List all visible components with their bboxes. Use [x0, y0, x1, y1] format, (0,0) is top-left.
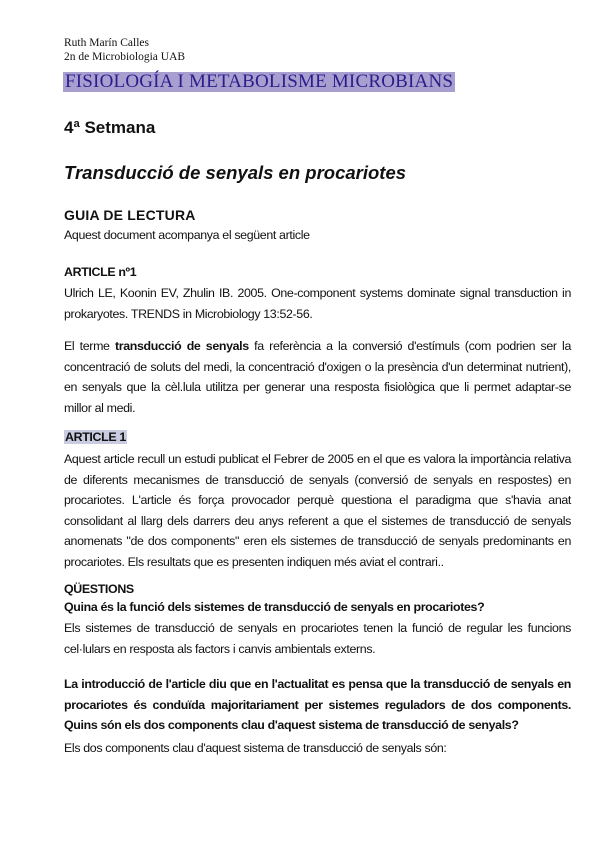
questions-heading: QÜESTIONS	[64, 582, 134, 596]
week-heading: 4ª Setmana	[64, 118, 156, 137]
reading-guide-text: Aquest document acompanya el següent article	[64, 228, 310, 242]
article1-heading: ARTICLE 1	[65, 430, 126, 444]
question-1: Quina és la funció dels sistemes de transducció de senyals en procariotes?	[64, 600, 485, 614]
intro-rest: fa referència a la conversió d'estímuls (com podrien ser la concentració de soluts del medi, la concentració d'oxigen o la presència d'un determinat nutrient), en senyals que la cèl.lula utilitza per generar una resposta fisiològica que li permet adaptar-se millor al medi.	[64, 339, 571, 415]
article1-summary: Aquest article recull un estudi publicat el Febrer de 2005 en el que es valora la importància relativa de diferents mecanismes de transducció de senyals (conversió de senyals en respostes) en procariotes. L'article és força provocador perquè questiona el paradigma que s'havia anat consolidant al llarg dels darrers deu anys referent a que el sistemes de transducció de senyals anomenats "de dos components" eren els sistemes de transducció de senyals predominants en procariotes. Els resultats que es presenten indiquen més aviat el contrari..	[64, 452, 571, 569]
author-name: Ruth Marín Calles	[64, 37, 149, 49]
intro-lead: El terme	[64, 339, 115, 353]
intro-term: transducció de senyals	[114, 339, 249, 353]
subject-heading: Transducció de senyals en procariotes	[64, 162, 407, 183]
author-header	[64, 36, 185, 64]
article-number-heading: ARTICLE nº1	[64, 265, 137, 279]
question-2: La introducció de l'article diu que en l'actualitat es pensa que la transducció de senyals en procariotes és conduïda majoritariament per sistemes reguladors de dos components. Quins són els dos components clau d'aquest sistema de transducció de senyals?	[64, 677, 571, 732]
answer-1: Els sistemes de transducció de senyals en procariotes tenen la funció de regular les funcions cel·lulars en resposta als factors i canvis ambientals externs.	[64, 621, 571, 656]
intro-paragraph	[64, 336, 571, 418]
course-title: FISIOLOGÍA I METABOLISME MICROBIANS	[65, 71, 454, 92]
answer-2: Els dos components clau d'aquest sistema de transducció de senyals són:	[64, 741, 447, 755]
reading-guide-heading: GUIA DE LECTURA	[64, 207, 196, 223]
course-name: 2n de Microbiologia UAB	[64, 51, 186, 63]
article-reference: Ulrich LE, Koonin EV, Zhulin IB. 2005. One-component systems dominate signal transduction in prokaryotes. TRENDS in Microbiology 13:52-56.	[64, 286, 571, 321]
